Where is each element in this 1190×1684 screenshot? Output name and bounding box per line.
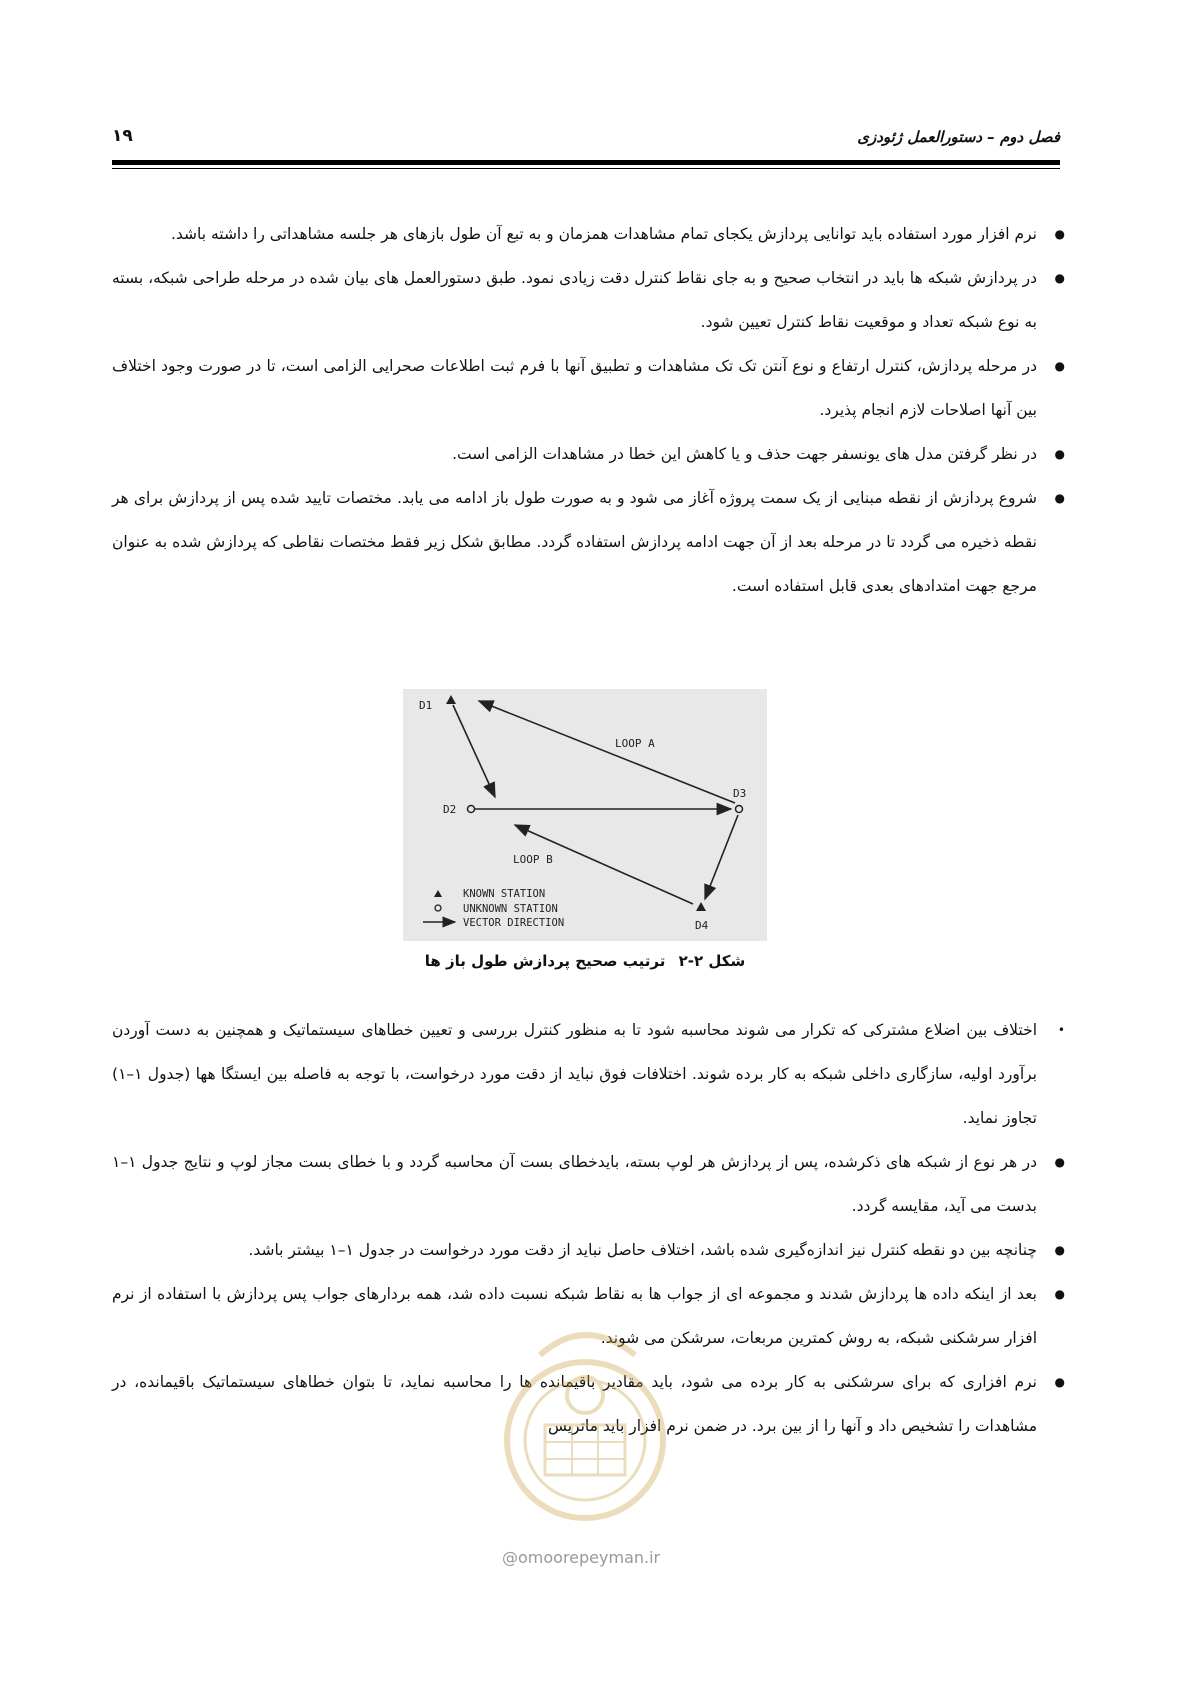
page-header xyxy=(112,128,1060,154)
list-item-text: شروع پردازش از نقطه مبنایی از یک سمت پروژه آغاز می شود و به صورت طول باز ادامه می یابد. مختصات تایید شده پس از پردازش برای هر نقطه ذخیره می گردد تا در مرحله بعد از آن جهت ادامه پردازش استفاده گردد. مطابق شکل زیر فقط مختصات نقاطی که پردازش شده به عنوان مرجع جهت امتدادهای بعدی قابل استفاده است. xyxy=(112,489,1037,595)
chapter-title: فصل دوم – دستورالعمل ژئودزی xyxy=(857,128,1060,146)
list-item xyxy=(112,476,1065,608)
label-d1: D1 xyxy=(419,699,433,712)
legend-unknown-icon xyxy=(435,905,441,911)
figure-caption xyxy=(300,952,870,970)
bullet-icon: ● xyxy=(1054,1287,1065,1301)
bullet-icon: ● xyxy=(1054,491,1065,505)
legend-vector-label: VECTOR DIRECTION xyxy=(463,917,565,929)
label-loop-b: LOOP B xyxy=(513,853,553,866)
station-d1-known-icon xyxy=(446,695,456,704)
loop-diagram xyxy=(403,689,767,941)
bullet-list-top xyxy=(112,212,1065,608)
list-item xyxy=(112,1008,1065,1140)
bullet-icon: ● xyxy=(1054,227,1065,241)
legend-known-label: KNOWN STATION xyxy=(463,888,546,900)
label-d2: D2 xyxy=(443,803,457,816)
bullet-icon: ● xyxy=(1054,1155,1065,1169)
list-item-text: نرم افزار مورد استفاده باید توانایی پردازش یکجای تمام مشاهدات همزمان و به تبع آن طول بازهای هر جلسه مشاهداتی را داشته باشد. xyxy=(170,225,1037,243)
list-item xyxy=(112,1228,1065,1272)
list-item-text: در پردازش شبکه ها باید در انتخاب صحیح و به جای نقاط کنترل دقت زیادی نمود. طبق دستورالعمل های بیان شده در مرحله طراحی شبکه، بسته به نوع شبکه تعداد و موقعیت نقاط کنترل تعیین شود. xyxy=(112,269,1037,331)
bullet-icon: ● xyxy=(1054,271,1065,285)
vector-d3-d1 xyxy=(479,701,735,803)
bullet-icon: ● xyxy=(1054,359,1065,373)
list-item xyxy=(112,1140,1065,1228)
list-item xyxy=(112,212,1065,256)
header-rule-thick xyxy=(112,160,1060,165)
list-item-text: بعد از اینکه داده ها پردازش شدند و مجموعه ای از جواب ها به نقاط شبکه نسبت داده شد، همه بردارهای جواب پس پردازش با استفاده از نرم افزار سرشکنی شبکه، به روش کمترین مربعات، سرشکن می شوند. xyxy=(112,1285,1037,1347)
list-item-text: نرم افزاری که برای سرشکنی به کار برده می شود، باید مقادیر باقیمانده ها را محاسبه نماید، تا بتوان خطاهای سیستماتیک باقیمانده، در مشاهدات را تشخیص داد و آنها را از بین برد. در ضمن نرم افزار باید ماتریس xyxy=(112,1373,1037,1435)
legend-unknown-label: UNKNOWN STATION xyxy=(463,903,558,915)
label-loop-a: LOOP A xyxy=(615,737,655,750)
label-d3: D3 xyxy=(733,787,747,800)
bullet-icon: • xyxy=(1057,1023,1065,1037)
bullet-icon: ● xyxy=(1054,1375,1065,1389)
label-d4: D4 xyxy=(695,919,709,932)
list-item-text: در مرحله پردازش، کنترل ارتفاع و نوع آنتن تک تک مشاهدات و تطبیق آنها با فرم ثبت اطلاعات صحرایی الزامی است، تا در صورت وجود اختلاف بین آنها اصلاحات لازم انجام پذیرد. xyxy=(112,357,1037,419)
header-rule-thin xyxy=(112,168,1060,169)
list-item-text: در نظر گرفتن مدل های یونسفر جهت حذف و یا کاهش این خطا در مشاهدات الزامی است. xyxy=(452,445,1037,463)
station-d4-known-icon xyxy=(696,902,706,911)
station-d3-unknown-icon xyxy=(736,806,743,813)
vector-d3-d4 xyxy=(705,815,738,899)
figure-caption-text: ترتیب صحیح پردازش طول باز ها xyxy=(424,952,666,970)
watermark-seal-icon xyxy=(485,1315,685,1545)
list-item-text: چنانچه بین دو نقطه کنترل نیز اندازه‌گیری شده باشد، اختلاف حاصل نباید از دقت مورد درخواست در جدول ۱–۱ بیشتر باشد. xyxy=(248,1241,1037,1259)
watermark-text: @omoorepeyman.ir xyxy=(502,1548,661,1567)
page-number: ۱۹ xyxy=(112,126,133,146)
list-item-text: در هر نوع از شبکه های ذکرشده، پس از پردازش هر لوپ بسته، بایدخطای بست آن محاسبه گردد و با خطای بست مجاز لوپ و نتایج جدول ۱–۱ بدست می آید، مقایسه گردد. xyxy=(112,1153,1037,1215)
bullet-icon: ● xyxy=(1054,447,1065,461)
figure-caption-number: شکل ۲-۲ xyxy=(678,952,746,970)
list-item xyxy=(112,344,1065,432)
list-item xyxy=(112,432,1065,476)
legend-known-icon xyxy=(434,890,442,897)
list-item-text: اختلاف بین اضلاع مشترکی که تکرار می شوند محاسبه شود تا به منظور کنترل بررسی و تعیین خطاهای سیستماتیک و همچنین به دست آوردن برآورد اولیه، سازگاری داخلی شبکه به کار برده شوند. اختلافات فوق نباید از دقت مورد درخواست، با توجه به فاصله بین ایستگا هها (جدول ۱–۱) تجاوز نماید. xyxy=(112,1021,1037,1127)
loop-diagram-svg xyxy=(403,689,767,941)
bullet-icon: ● xyxy=(1054,1243,1065,1257)
vector-d1-d2 xyxy=(453,705,495,797)
watermark-seal xyxy=(485,1315,685,1545)
list-item xyxy=(112,256,1065,344)
station-d2-unknown-icon xyxy=(468,806,475,813)
